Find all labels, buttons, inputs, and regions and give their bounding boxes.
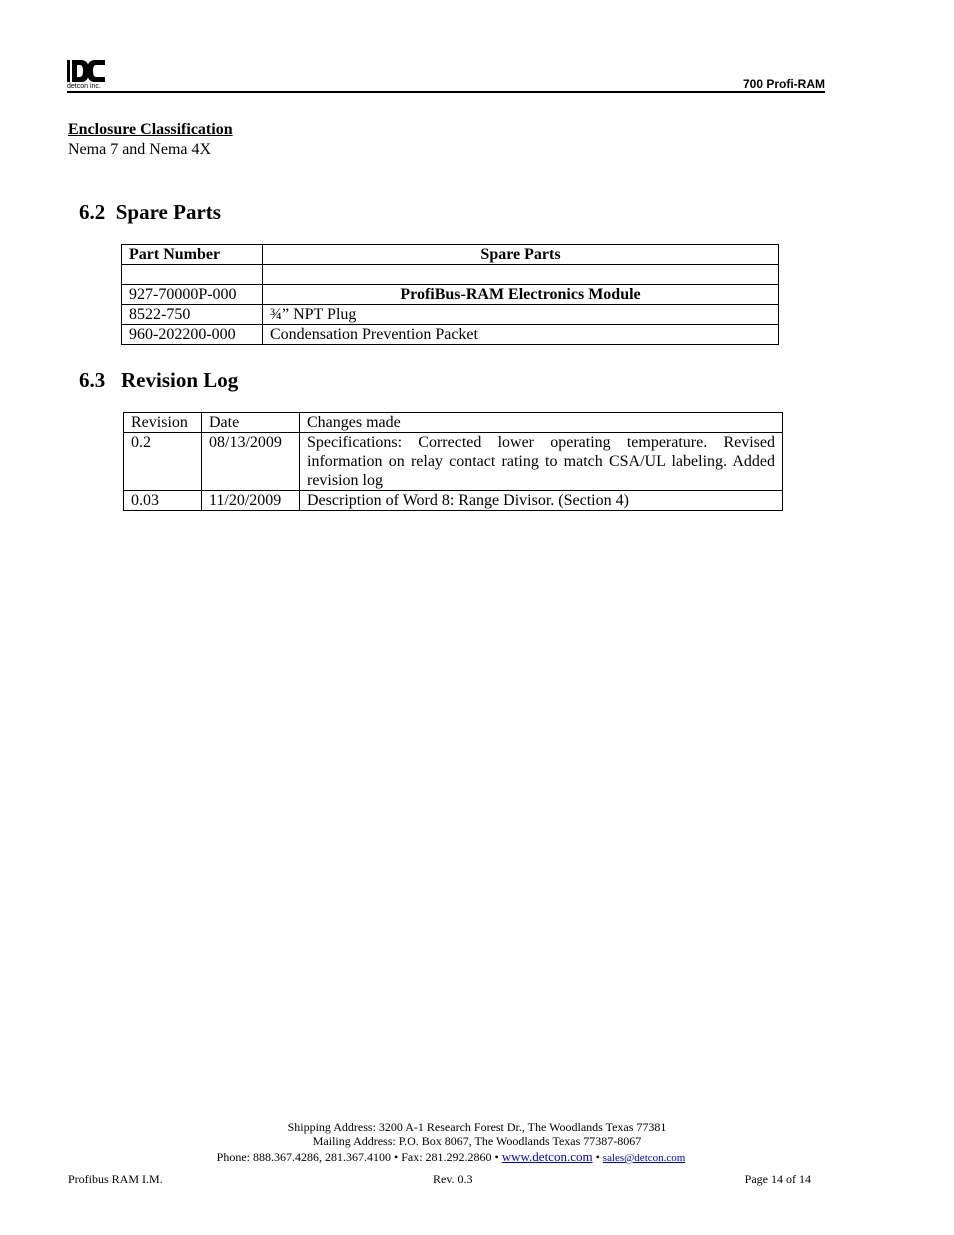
revision-log-heading-text: Revision Log	[121, 368, 239, 392]
spare-parts-heading-text: Spare Parts	[115, 200, 221, 224]
table-row	[124, 491, 783, 511]
logo-text: detcon inc.	[67, 83, 101, 90]
date-cell: 08/13/2009	[202, 433, 300, 491]
part-description-cell: ProfiBus-RAM Electronics Module	[263, 285, 779, 305]
shipping-address: Shipping Address: 3200 A-1 Research Forest Dr., The Woodlands Texas 77381	[287, 1120, 667, 1134]
spare-parts-heading	[79, 200, 221, 225]
changes-cell: Description of Word 8: Range Divisor. (Section 4)	[300, 491, 783, 511]
enclosure-classification-title: Enclosure Classification	[68, 121, 233, 138]
phone-fax: Phone: 888.367.4286, 281.367.4100 • Fax: 281.292.2860 •	[216, 1150, 499, 1164]
contact-line	[0, 1149, 928, 1165]
revision-cell: 0.2	[124, 433, 202, 491]
enclosure-classification-value: Nema 7 and Nema 4X	[68, 141, 212, 158]
spare-parts-heading-number: 6.2	[79, 200, 106, 224]
table-row	[122, 305, 779, 325]
part-description-cell: Condensation Prevention Packet	[263, 325, 779, 345]
revision-log-heading-number: 6.3	[79, 368, 106, 392]
footer-document-name: Profibus RAM I.M.	[68, 1172, 163, 1186]
website-link[interactable]: www.detcon.com	[501, 1149, 593, 1164]
part-description-cell: ¾” NPT Plug	[263, 305, 779, 325]
column-header-revision: Revision	[124, 413, 202, 433]
column-header-part-number: Part Number	[122, 245, 263, 265]
footer-page-number: Page 14 of 14	[744, 1172, 811, 1186]
document-title: 700 Profi-RAM	[742, 77, 825, 91]
revision-log-heading	[79, 368, 238, 393]
revision-cell: 0.03	[124, 491, 202, 511]
email-link[interactable]: sales@detcon.com	[602, 1152, 686, 1164]
part-description-cell	[263, 265, 779, 285]
table-header-row	[122, 245, 779, 265]
table-row	[122, 265, 779, 285]
part-number-cell: 927-70000P-000	[122, 285, 263, 305]
header-rule	[67, 91, 825, 93]
part-number-cell	[122, 265, 263, 285]
spare-parts-table	[121, 244, 779, 345]
column-header-date: Date	[202, 413, 300, 433]
contact-separator: •	[595, 1150, 600, 1164]
date-cell: 11/20/2009	[202, 491, 300, 511]
part-number-cell: 8522-750	[122, 305, 263, 325]
column-header-changes: Changes made	[300, 413, 783, 433]
table-row	[124, 433, 783, 491]
column-header-spare-parts: Spare Parts	[263, 245, 779, 265]
table-row	[122, 285, 779, 305]
part-number-cell: 960-202200-000	[122, 325, 263, 345]
revision-log-table	[123, 412, 783, 511]
mailing-address: Mailing Address: P.O. Box 8067, The Woodlands Texas 77387-8067	[312, 1134, 642, 1148]
footer-revision: Rev. 0.3	[433, 1172, 473, 1186]
table-row	[122, 325, 779, 345]
changes-cell: Specifications: Corrected lower operating temperature. Revised information on relay contact rating to match CSA/UL labeling. Added revision log	[300, 433, 783, 491]
table-header-row	[124, 413, 783, 433]
